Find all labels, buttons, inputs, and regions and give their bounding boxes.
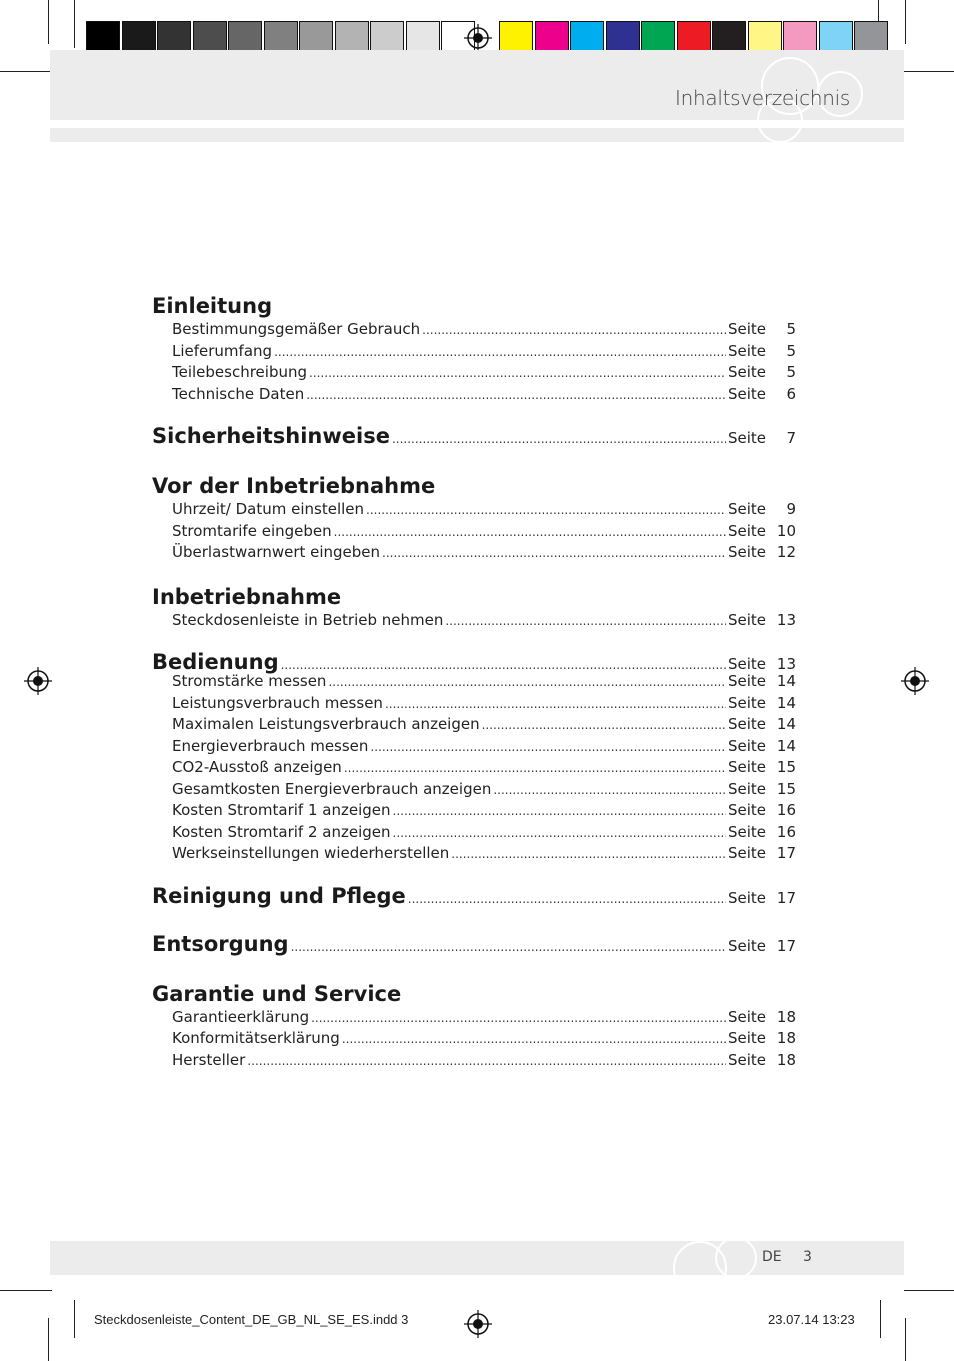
toc-entry[interactable]: Gesamtkosten Energieverbrauch anzeigen ..... Seite 15 bbox=[152, 780, 796, 802]
toc-entry[interactable]: CO2-Ausstoß anzeigen ..... Seite 15 bbox=[152, 758, 796, 780]
toc-entry[interactable]: Entsorgung ..... Seite 17 bbox=[152, 932, 796, 962]
toc-entry-label: Werkseinstellungen wiederherstellen bbox=[172, 844, 450, 862]
toc-entry-label: Technische Daten bbox=[172, 384, 305, 403]
crop-mark bbox=[905, 1318, 906, 1361]
registration-mark-icon bbox=[464, 1310, 492, 1338]
toc-entry-label: Teilebeschreibung bbox=[172, 363, 308, 381]
page-number: 7 bbox=[786, 429, 796, 447]
crop-mark bbox=[48, 1318, 49, 1361]
language-code: DE bbox=[762, 1249, 782, 1265]
section-heading: Inbetriebnahme bbox=[152, 584, 342, 609]
toc-entry[interactable]: Kosten Stromtarif 2 anzeigen ..... Seite 16 bbox=[152, 823, 796, 845]
toc-entry[interactable]: Hersteller ..... Seite 18 bbox=[152, 1051, 796, 1073]
section-heading: Garantie und Service bbox=[152, 981, 402, 1006]
toc-entry[interactable]: Reinigung und Pflege ..... Seite 17 bbox=[152, 884, 796, 914]
page-number: 17 bbox=[776, 888, 796, 907]
crop-mark bbox=[904, 71, 954, 72]
page-number: 14 bbox=[776, 672, 796, 690]
toc-entry[interactable]: Maximalen Leistungsverbrauch anzeigen ..... Seite 14 bbox=[152, 715, 796, 737]
toc-entry-label: Lieferumfang bbox=[172, 341, 273, 360]
page-title: Inhaltsverzeichnis bbox=[675, 86, 850, 110]
toc-entry-label: Stromtarife eingeben bbox=[172, 521, 332, 540]
section-heading: Sicherheitshinweise bbox=[152, 424, 390, 448]
page-number: 13 bbox=[776, 655, 796, 673]
crop-mark bbox=[0, 71, 52, 72]
toc-entry[interactable]: Lieferumfang ..... Seite 5 bbox=[152, 342, 796, 364]
page-number: 10 bbox=[776, 521, 796, 540]
page-number: 6 bbox=[786, 384, 796, 403]
page-number: 17 bbox=[776, 844, 796, 862]
crop-mark bbox=[74, 0, 75, 48]
registration-mark-icon bbox=[24, 667, 52, 695]
toc-entry[interactable]: Garantieerklärung ..... Seite 18 bbox=[152, 1008, 796, 1030]
page-number: 14 bbox=[776, 736, 796, 755]
decorative-circles-icon bbox=[660, 1230, 760, 1280]
timestamp: 23.07.14 13:23 bbox=[768, 1312, 855, 1327]
file-name: Steckdosenleiste_Content_DE_GB_NL_SE_ES.indd 3 bbox=[94, 1312, 409, 1327]
page-number: 12 bbox=[776, 543, 796, 561]
toc-entry-label: Uhrzeit/ Datum einstellen bbox=[172, 500, 365, 518]
page-number: 5 bbox=[786, 363, 796, 381]
registration-mark-icon bbox=[901, 667, 929, 695]
toc-entry[interactable]: Leistungsverbrauch messen ..... Seite 14 bbox=[152, 694, 796, 716]
page-number: 16 bbox=[776, 822, 796, 841]
page-number: 18 bbox=[776, 1029, 796, 1047]
toc-entry-label: Garantieerklärung bbox=[172, 1007, 310, 1026]
toc-entry[interactable]: Konformitätserklärung ..... Seite 18 bbox=[152, 1029, 796, 1051]
toc-entry-label: Stromstärke messen bbox=[172, 672, 327, 690]
toc-entry[interactable]: Teilebeschreibung ..... Seite 5 bbox=[152, 363, 796, 385]
page-number: 18 bbox=[776, 1007, 796, 1026]
page-number: 15 bbox=[776, 779, 796, 798]
page-number: 15 bbox=[776, 758, 796, 776]
section-heading: Bedienung bbox=[152, 650, 279, 674]
section-heading: Einleitung bbox=[152, 294, 273, 318]
toc-entry[interactable]: Technische Daten ..... Seite 6 bbox=[152, 385, 796, 407]
toc-entry-label: CO2-Ausstoß anzeigen bbox=[172, 758, 342, 776]
toc-entry[interactable]: Stromstärke messen ..... Seite 14 bbox=[152, 672, 796, 694]
page-number: 13 bbox=[776, 610, 796, 629]
page-number: 14 bbox=[776, 693, 796, 712]
page-number: 5 bbox=[786, 341, 796, 360]
toc-entry[interactable]: Sicherheitshinweise ..... Seite 7 bbox=[152, 424, 796, 454]
toc-entry-label: Kosten Stromtarif 1 anzeigen bbox=[172, 801, 391, 819]
page-number: 16 bbox=[776, 801, 796, 819]
crop-mark bbox=[904, 1290, 954, 1291]
section-heading: Entsorgung bbox=[152, 931, 289, 956]
toc-entry[interactable]: Bestimmungsgemäßer Gebrauch ..... Seite 5 bbox=[152, 320, 796, 342]
registration-mark-icon bbox=[464, 24, 492, 52]
toc-entry[interactable]: Überlastwarnwert eingeben ..... Seite 12 bbox=[152, 543, 796, 565]
toc-entry[interactable]: Energieverbrauch messen ..... Seite 14 bbox=[152, 737, 796, 759]
toc-entry[interactable]: Kosten Stromtarif 1 anzeigen ..... Seite 16 bbox=[152, 801, 796, 823]
toc-entry-label: Steckdosenleiste in Betrieb nehmen bbox=[172, 610, 444, 629]
crop-mark bbox=[0, 1290, 52, 1291]
toc-entry-label: Bestimmungsgemäßer Gebrauch bbox=[172, 320, 421, 338]
toc-entry-label: Kosten Stromtarif 2 anzeigen bbox=[172, 822, 391, 841]
toc-entry[interactable]: Stromtarife eingeben ..... Seite 10 bbox=[152, 522, 796, 544]
table-of-contents bbox=[152, 292, 796, 1072]
crop-mark bbox=[905, 0, 906, 44]
section-heading: Reinigung und Pflege bbox=[152, 883, 406, 908]
crop-mark bbox=[880, 1300, 881, 1338]
toc-entry-label: Konformitätserklärung bbox=[172, 1029, 340, 1047]
crop-mark bbox=[48, 0, 49, 44]
toc-entry-label: Leistungsverbrauch messen bbox=[172, 693, 383, 712]
page-number: 18 bbox=[776, 1050, 796, 1069]
toc-entry[interactable]: Uhrzeit/ Datum einstellen ..... Seite 9 bbox=[152, 500, 796, 522]
section-heading: Vor der Inbetriebnahme bbox=[152, 474, 436, 498]
toc-entry-label: Überlastwarnwert eingeben bbox=[172, 543, 381, 561]
toc-entry[interactable]: Bedienung ..... Seite 13 bbox=[152, 650, 796, 680]
toc-entry[interactable]: Steckdosenleiste in Betrieb nehmen ..... Seite 13 bbox=[152, 611, 796, 633]
page-number: 9 bbox=[786, 500, 796, 518]
page-number: 14 bbox=[776, 715, 796, 733]
toc-entry-label: Hersteller bbox=[172, 1050, 246, 1069]
page-number: 3 bbox=[803, 1249, 812, 1265]
crop-mark bbox=[74, 1300, 75, 1338]
toc-entry-label: Maximalen Leistungsverbrauch anzeigen bbox=[172, 715, 480, 733]
toc-entry[interactable]: Werkseinstellungen wiederherstellen ..... Seite 17 bbox=[152, 844, 796, 866]
page-number: 17 bbox=[776, 936, 796, 955]
toc-entry-label: Gesamtkosten Energieverbrauch anzeigen bbox=[172, 779, 492, 798]
page-number: 5 bbox=[786, 320, 796, 338]
toc-entry-label: Energieverbrauch messen bbox=[172, 736, 369, 755]
